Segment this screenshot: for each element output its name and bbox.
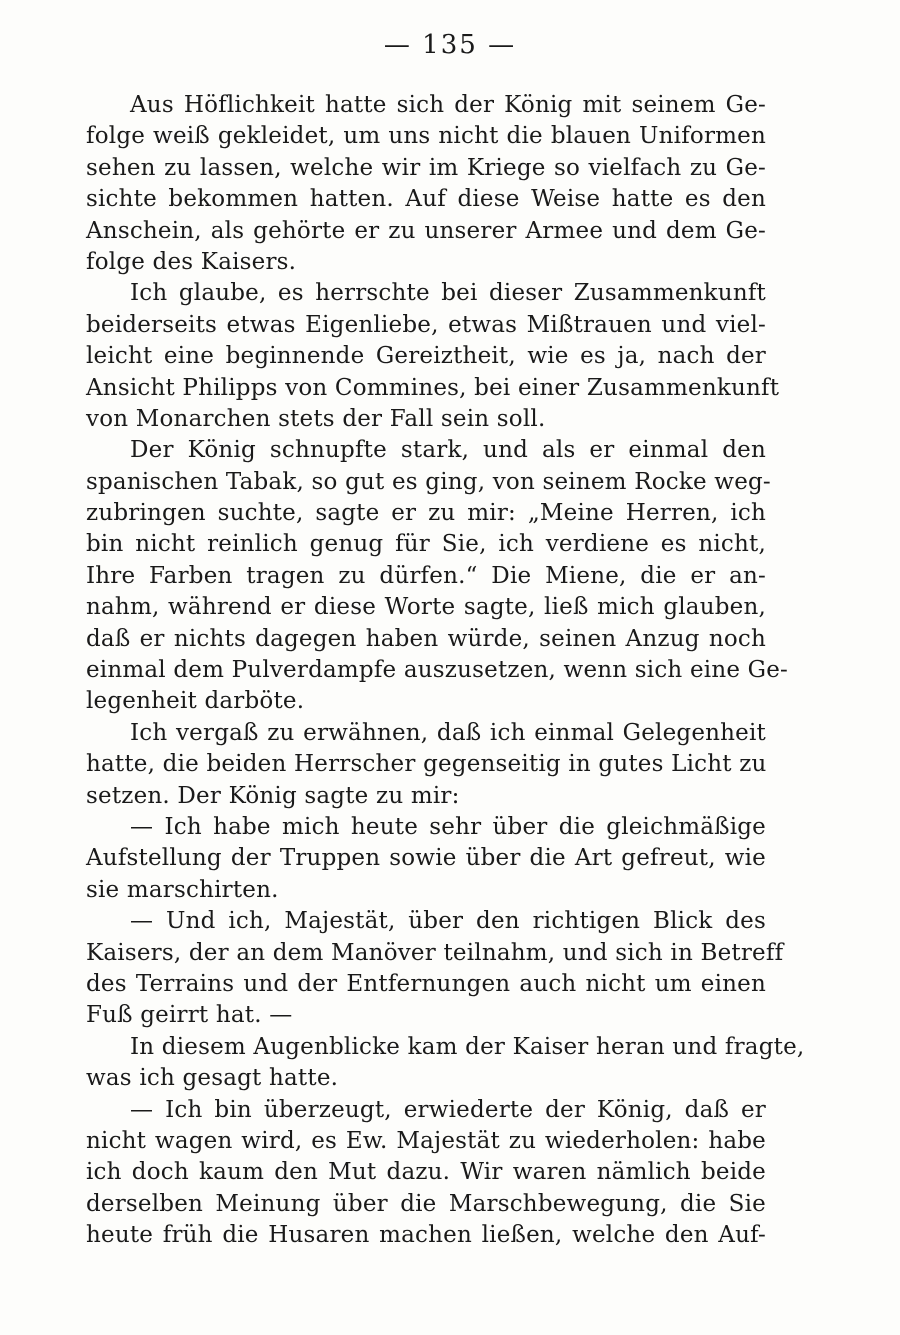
text-line: — Ich bin überzeugt, erwiederte der König, daß er [130, 1096, 766, 1123]
text-line: In diesem Augenblicke kam der Kaiser heran und fragte, [130, 1033, 805, 1060]
text-line: — Ich habe mich heute sehr über die gleichmäßige [130, 813, 766, 840]
text-line: Ich glaube, es herrschte bei dieser Zusammenkunft [130, 280, 766, 307]
text-line: hatte, die beiden Herrscher gegenseitig in gutes Licht zu [86, 751, 767, 778]
text-line: Kaisers, der an dem Manöver teilnahm, und sich in Betreff [86, 939, 784, 966]
text-line: legenheit darböte. [86, 688, 305, 715]
text-line: Anschein, als gehörte er zu unserer Armee und dem Ge- [86, 217, 766, 244]
text-line: — Und ich, Majestät, über den richtigen Blick des [130, 908, 766, 935]
text-line: beiderseits etwas Eigenliebe, etwas Mißtrauen und viel- [86, 311, 766, 338]
text-line: Fuß geirrt hat. — [86, 1002, 293, 1029]
text-line: folge weiß gekleidet, um uns nicht die blauen Uniformen [86, 123, 766, 150]
text-line: spanischen Tabak, so gut es ging, von seinem Rocke weg- [86, 468, 771, 495]
text-line: setzen. Der König sagte zu mir: [86, 782, 460, 809]
text-line: sehen zu lassen, welche wir im Kriege so vielfach zu Ge- [86, 154, 766, 181]
text-line: derselben Meinung über die Marschbewegung, die Sie [86, 1190, 766, 1217]
text-line: sichte bekommen hatten. Auf diese Weise hatte es den [86, 186, 766, 213]
body-text [86, 90, 805, 1251]
text-line: Ihre Farben tragen zu dürfen.“ Die Miene, die er an- [86, 562, 766, 589]
text-line: nicht wagen wird, es Ew. Majestät zu wiederholen: habe [86, 1127, 766, 1154]
text-line: des Terrains und der Entfernungen auch nicht um einen [86, 970, 766, 997]
text-line: was ich gesagt hatte. [86, 1065, 339, 1092]
text-line: Der König schnupfte stark, und als er einmal den [130, 437, 766, 464]
text-line: heute früh die Husaren machen ließen, welche den Auf- [86, 1222, 766, 1249]
text-line: bin nicht reinlich genug für Sie, ich verdiene es nicht, [86, 531, 766, 558]
text-line: Aus Höflichkeit hatte sich der König mit seinem Ge- [130, 92, 766, 118]
text-line: Aufstellung der Truppen sowie über die Art gefreut, wie [86, 845, 766, 872]
text-line: Ich vergaß zu erwähnen, daß ich einmal Gelegenheit [130, 719, 766, 746]
text-line: Ansicht Philipps von Commines, bei einer Zusammenkunft [86, 374, 780, 401]
text-line: sie marschirten. [86, 876, 279, 903]
text-line: von Monarchen stets der Fall sein soll. [86, 405, 546, 432]
text-line: zubringen suchte, sagte er zu mir: „Meine Herren, ich [86, 500, 766, 527]
text-line: ich doch kaum den Mut dazu. Wir waren nämlich beide [86, 1159, 766, 1186]
text-line: leicht eine beginnende Gereiztheit, wie es ja, nach der [86, 343, 766, 370]
text-line: daß er nichts dagegen haben würde, seinen Anzug noch [86, 625, 766, 652]
text-line: einmal dem Pulverdampfe auszusetzen, wenn sich eine Ge- [86, 657, 789, 684]
text-line: folge des Kaisers. [86, 248, 297, 275]
text-line: nahm, während er diese Worte sagte, ließ mich glauben, [86, 594, 766, 621]
page-number: — 135 — [383, 30, 517, 60]
